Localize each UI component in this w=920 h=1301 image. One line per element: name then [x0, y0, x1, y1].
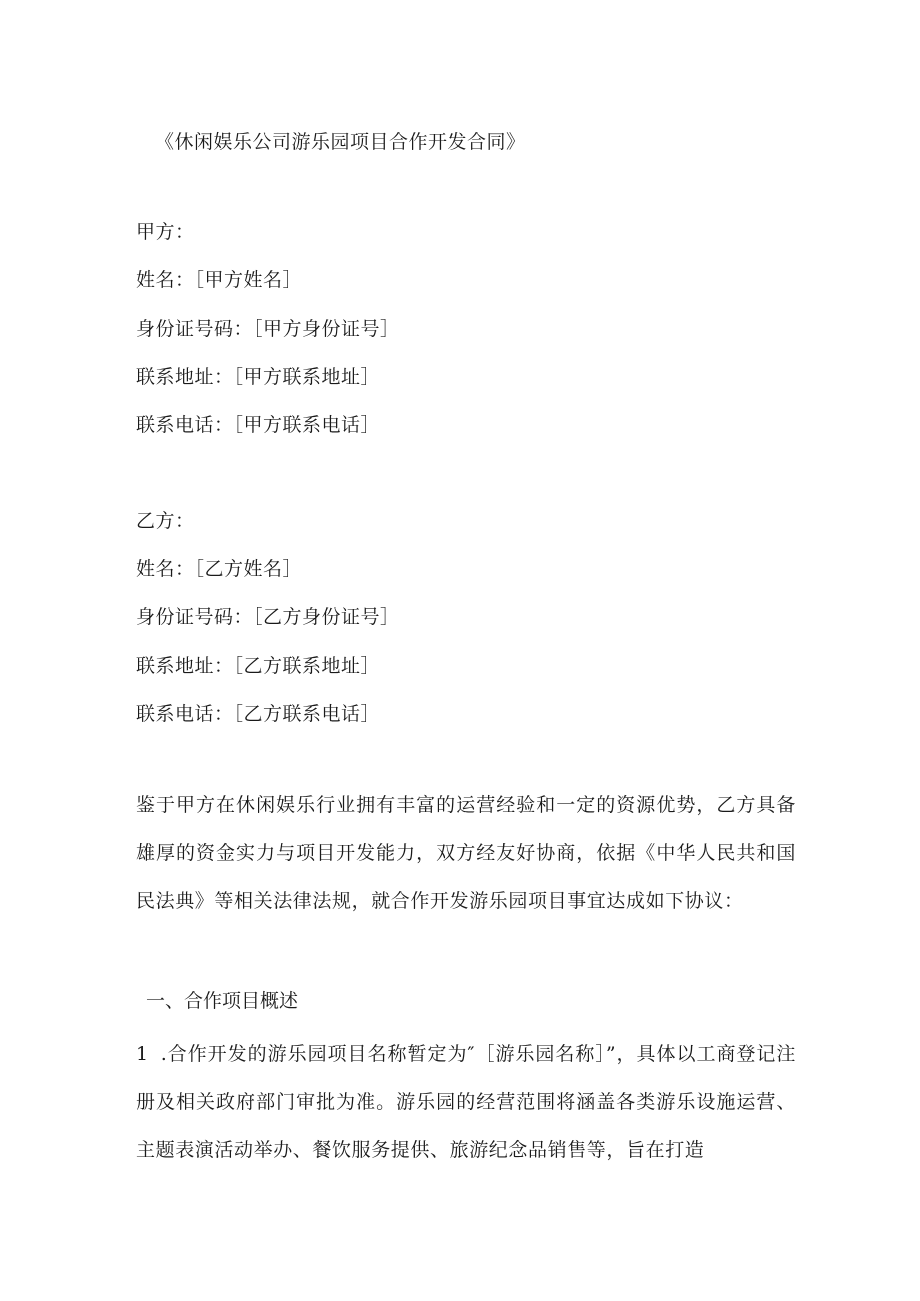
section-1-item-1 [136, 1030, 796, 1174]
party-a-id: 身份证号码：［甲方身份证号］ [136, 318, 400, 340]
party-a-name: 姓名：［甲方姓名］ [136, 269, 303, 291]
party-b-address: 联系地址：［乙方联系地址］ [136, 655, 381, 677]
party-b-id: 身份证号码：［乙方身份证号］ [136, 606, 400, 628]
party-a-address: 联系地址：［甲方联系地址］ [136, 366, 381, 388]
party-a-heading: 甲方： [136, 221, 195, 243]
contract-title: 《休闲娱乐公司游乐园项目合作开发合同》 [155, 131, 526, 153]
party-a-phone: 联系电话：［甲方联系电话］ [136, 414, 381, 436]
item-text: .合作开发的游乐园项目名称暂定为″［游乐园名称］”，具体以工商登记注册及相关政府部门审批为准。游乐园的经营范围将涵盖各类游乐设施运营、主题表演活动举办、餐饮服务提供、旅游纪念品销售等，旨在打造 [136, 1043, 796, 1161]
section-heading: 一、合作项目概述 [146, 990, 299, 1012]
item-number: 1 [136, 1043, 149, 1065]
preamble-paragraph: 鉴于甲方在休闲娱乐行业拥有丰富的运营经验和一定的资源优势，乙方具备雄厚的资金实力与项目开发能力，双方经友好协商，依据《中华人民共和国民法典》等相关法律法规，就合作开发游乐园项目事宜达成如下协议： [136, 794, 796, 912]
party-b-name: 姓名：［乙方姓名］ [136, 558, 303, 580]
party-b-phone: 联系电话：［乙方联系电话］ [136, 703, 381, 725]
party-b-heading: 乙方： [136, 510, 195, 532]
